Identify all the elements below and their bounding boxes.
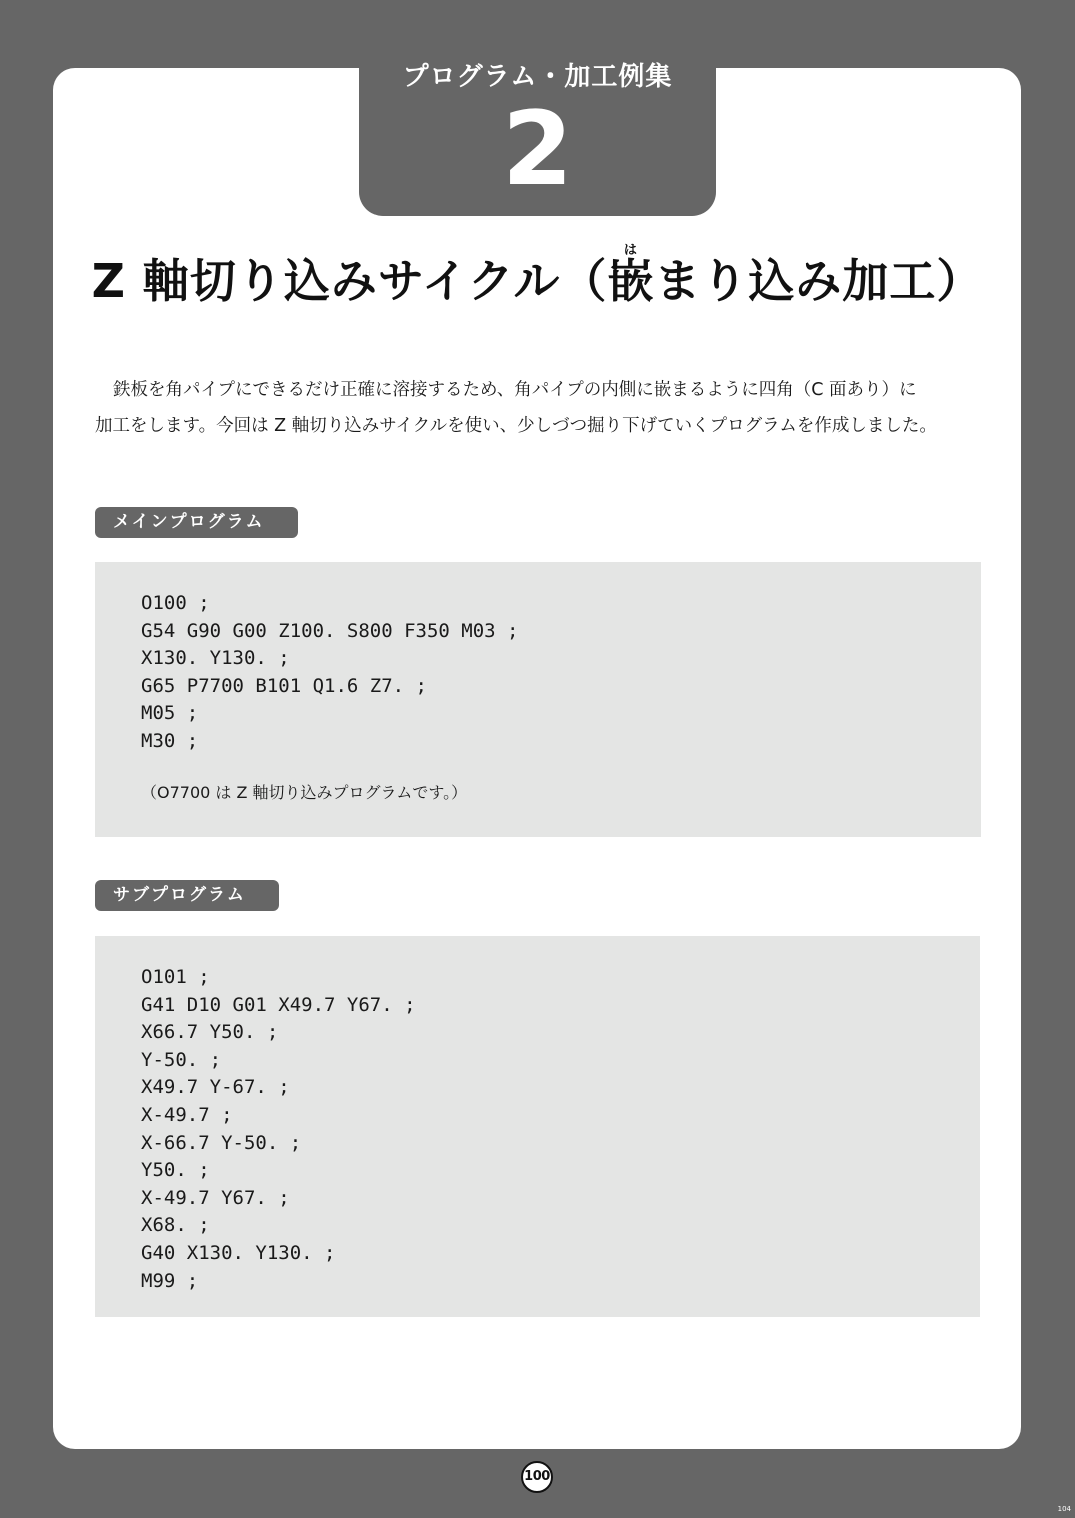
- intro-line-1: 鉄板を角パイプにできるだけ正確に溶接するため、角パイプの内側に嵌まるように四角（C 面あり）に: [113, 380, 917, 400]
- code-line: X-49.7 ;: [141, 1103, 233, 1126]
- code-line: O100 ;: [141, 592, 210, 614]
- title-ruby-reading: は: [607, 243, 655, 258]
- main-program-code-box: [95, 562, 981, 837]
- sub-program-code-box: [95, 936, 980, 1317]
- intro-line-2: 加工をします。今回は Z 軸切り込みサイクルを使い、少しづつ掘り下げていくプログラムを作成しました。: [95, 416, 937, 436]
- chapter-tab: [359, 50, 716, 216]
- sub-program-heading: サブプログラム: [95, 880, 279, 911]
- code-line: G65 P7700 B101 Q1.6 Z7. ;: [141, 674, 427, 697]
- code-line: G54 G90 G00 Z100. S800 F350 M03 ;: [141, 619, 519, 642]
- code-line: X-66.7 Y-50. ;: [141, 1131, 302, 1154]
- code-line: X-49.7 Y67. ;: [141, 1186, 290, 1209]
- code-line: O101 ;: [141, 966, 210, 988]
- page-number: 100: [521, 1461, 553, 1493]
- title-ruby: [607, 243, 655, 308]
- page-title: [40, 243, 1035, 311]
- code-line: G41 D10 G01 X49.7 Y67. ;: [141, 993, 416, 1016]
- code-line: X68. ;: [141, 1214, 210, 1237]
- sub-program-code: [141, 964, 416, 1295]
- main-program-code: [141, 590, 519, 756]
- chapter-number: 2: [502, 90, 573, 209]
- intro-paragraph: [95, 372, 985, 444]
- code-line: X66.7 Y50. ;: [141, 1021, 279, 1044]
- title-ruby-base: 嵌: [607, 254, 655, 308]
- code-line: Y50. ;: [141, 1159, 210, 1182]
- code-line: X130. Y130. ;: [141, 647, 290, 670]
- main-program-note: （O7700 は Z 軸切り込みプログラムです。）: [141, 783, 468, 802]
- main-program-heading: メインプログラム: [95, 507, 298, 538]
- code-line: G40 X130. Y130. ;: [141, 1241, 336, 1264]
- chapter-label: プログラム・加工例集: [402, 62, 673, 92]
- code-line: M05 ;: [141, 702, 199, 725]
- title-text-post: まり込み加工）: [654, 254, 984, 308]
- title-text-pre: Z 軸切り込みサイクル（: [91, 254, 608, 308]
- code-line: M30 ;: [141, 729, 199, 752]
- code-line: M99 ;: [141, 1269, 199, 1292]
- corner-number: 104: [1057, 1505, 1071, 1513]
- code-line: Y-50. ;: [141, 1048, 222, 1071]
- code-line: X49.7 Y-67. ;: [141, 1076, 290, 1099]
